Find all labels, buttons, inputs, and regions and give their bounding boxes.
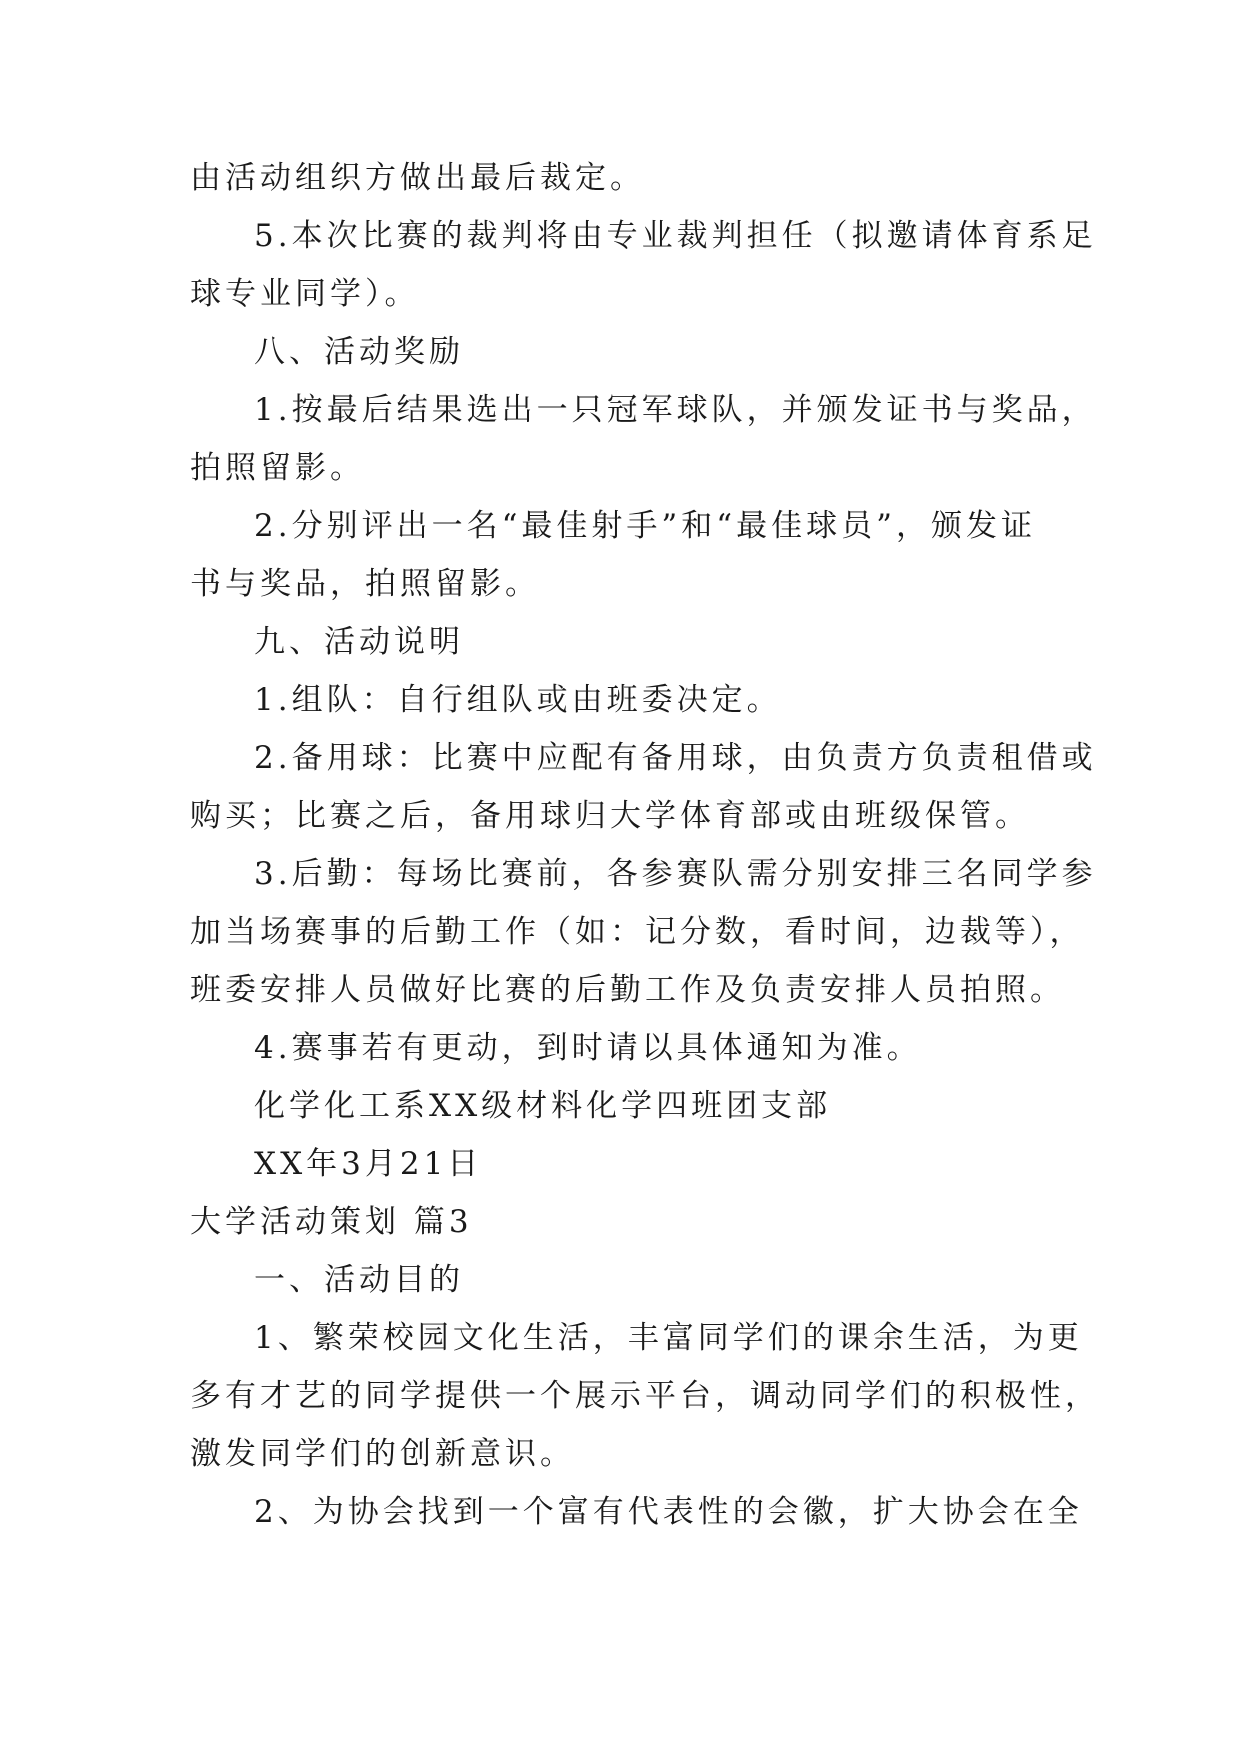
text-line: 4.赛事若有更动，到时请以具体通知为准。 bbox=[254, 1030, 922, 1066]
text-line: 书与奖品，拍照留影。 bbox=[190, 566, 540, 602]
text-line: 1.组队：自行组队或由班委决定。 bbox=[254, 682, 782, 718]
article-title: 大学活动策划 篇3 bbox=[190, 1204, 473, 1240]
text-line: 激发同学们的创新意识。 bbox=[190, 1436, 575, 1472]
text-line: 购买；比赛之后，备用球归大学体育部或由班级保管。 bbox=[190, 798, 1030, 834]
text-line: 球专业同学）。 bbox=[190, 276, 420, 312]
text-line: 5.本次比赛的裁判将由专业裁判担任（拟邀请体育系足 bbox=[254, 218, 1097, 254]
text-line: 1.按最后结果选出一只冠军球队，并颁发证书与奖品， bbox=[254, 392, 1097, 428]
text-line: 多有才艺的同学提供一个展示平台，调动同学们的积极性， bbox=[190, 1378, 1100, 1414]
text-line: 加当场赛事的后勤工作（如：记分数，看时间，边裁等）， bbox=[190, 914, 1085, 950]
section-heading: 一、活动目的 bbox=[254, 1262, 464, 1298]
text-line: 2.分别评出一名“最佳射手”和“最佳球员”，颁发证 bbox=[254, 508, 1036, 544]
section-heading: 九、活动说明 bbox=[254, 624, 464, 660]
text-line: 拍照留影。 bbox=[190, 450, 365, 486]
signature-date: XX年3月21日 bbox=[254, 1146, 483, 1182]
text-line: 2、为协会找到一个富有代表性的会徽，扩大协会在全 bbox=[254, 1494, 1083, 1530]
section-heading: 八、活动奖励 bbox=[254, 334, 464, 370]
signature-organization: 化学化工系XX级材料化学四班团支部 bbox=[254, 1088, 832, 1124]
text-line: 班委安排人员做好比赛的后勤工作及负责安排人员拍照。 bbox=[190, 972, 1065, 1008]
text-line: 由活动组织方做出最后裁定。 bbox=[190, 160, 645, 196]
text-line: 1、繁荣校园文化生活，丰富同学们的课余生活，为更 bbox=[254, 1320, 1083, 1356]
text-line: 3.后勤：每场比赛前，各参赛队需分别安排三名同学参 bbox=[254, 856, 1097, 892]
text-line: 2.备用球：比赛中应配有备用球，由负责方负责租借或 bbox=[254, 740, 1097, 776]
